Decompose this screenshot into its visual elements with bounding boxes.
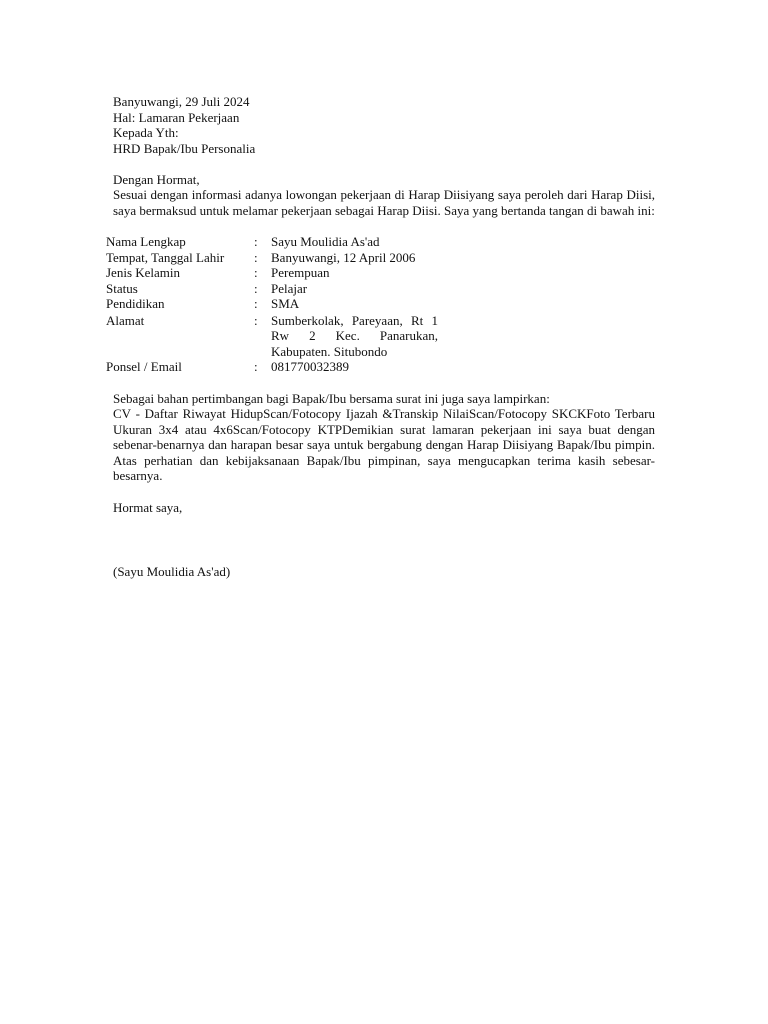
- detail-row-name: [106, 234, 506, 250]
- detail-value: 081770032389: [271, 359, 349, 374]
- detail-colon: :: [254, 249, 258, 265]
- detail-value: Sayu Moulidia As'ad: [271, 234, 380, 249]
- detail-colon: :: [254, 234, 258, 249]
- detail-row-status: [106, 281, 506, 297]
- detail-colon: :: [254, 312, 258, 328]
- detail-row-gender: [106, 265, 506, 281]
- detail-value: Banyuwangi, 12 April 2006: [271, 249, 416, 265]
- detail-colon: :: [254, 359, 258, 374]
- detail-row-birth: [106, 250, 506, 266]
- detail-colon: :: [254, 296, 258, 311]
- detail-label: Nama Lengkap: [106, 234, 186, 249]
- place-date: Banyuwangi, 29 Juli 2024: [113, 94, 250, 109]
- addressee-label: Kepada Yth:: [113, 125, 179, 140]
- detail-label: Status: [106, 280, 138, 296]
- detail-row-contact: [106, 359, 506, 375]
- detail-label: Alamat: [106, 312, 145, 328]
- attachment-paragraph: CV - Daftar Riwayat HidupScan/Fotocopy Ijazah &Transkip NilaiScan/Fotocopy SKCKFoto Terbaru Ukuran 3x4 atau 4x6Scan/Fotocopy KTPDemikian surat lamaran pekerjaan ini saya buat dengan sebenar-benarnya dan harapan besar saya untuk bergabung dengan Harap Diisiyang Bapak/Ibu pimpin. Atas perhatian dan kebijaksanaan Bapak/Ibu pimpinan, saya mengucapkan terima kasih sebesar-besarnya.: [113, 406, 655, 483]
- detail-colon: :: [254, 265, 258, 280]
- detail-row-education: [106, 296, 506, 312]
- detail-row-address: [106, 313, 506, 360]
- detail-label: Jenis Kelamin: [106, 265, 181, 280]
- attachment-intro: Sebagai bahan pertimbangan bagi Bapak/Ibu bersama surat ini juga saya lampirkan:: [113, 391, 550, 406]
- subject-line: Hal: Lamaran Pekerjaan: [113, 109, 240, 125]
- detail-value: Sumberkolak, Pareyaan, Rt 1 Rw 2 Kec. Panarukan, Kabupaten. Situbondo: [271, 312, 438, 359]
- detail-label: Ponsel / Email: [106, 359, 182, 374]
- recipient: HRD Bapak/Ibu Personalia: [113, 140, 256, 156]
- signature-name: (Sayu Moulidia As'ad): [113, 564, 231, 579]
- detail-value: Pelajar: [271, 280, 308, 296]
- detail-label: Tempat, Tanggal Lahir: [106, 249, 225, 265]
- letter-header: [113, 94, 655, 156]
- greeting: Dengan Hormat,: [113, 172, 200, 187]
- detail-colon: :: [254, 280, 258, 296]
- intro-paragraph: Sesuai dengan informasi adanya lowongan pekerjaan di Harap Diisiyang saya peroleh dari Harap Diisi, saya bermaksud untuk melamar pekerjaan sebagai Harap Diisi. Saya yang bertanda tangan di bawah ini:: [113, 187, 655, 218]
- detail-value: SMA: [271, 296, 300, 311]
- detail-label: Pendidikan: [106, 296, 165, 311]
- closing: Hormat saya,: [113, 500, 183, 515]
- detail-value: Perempuan: [271, 265, 330, 280]
- applicant-details: [106, 234, 506, 375]
